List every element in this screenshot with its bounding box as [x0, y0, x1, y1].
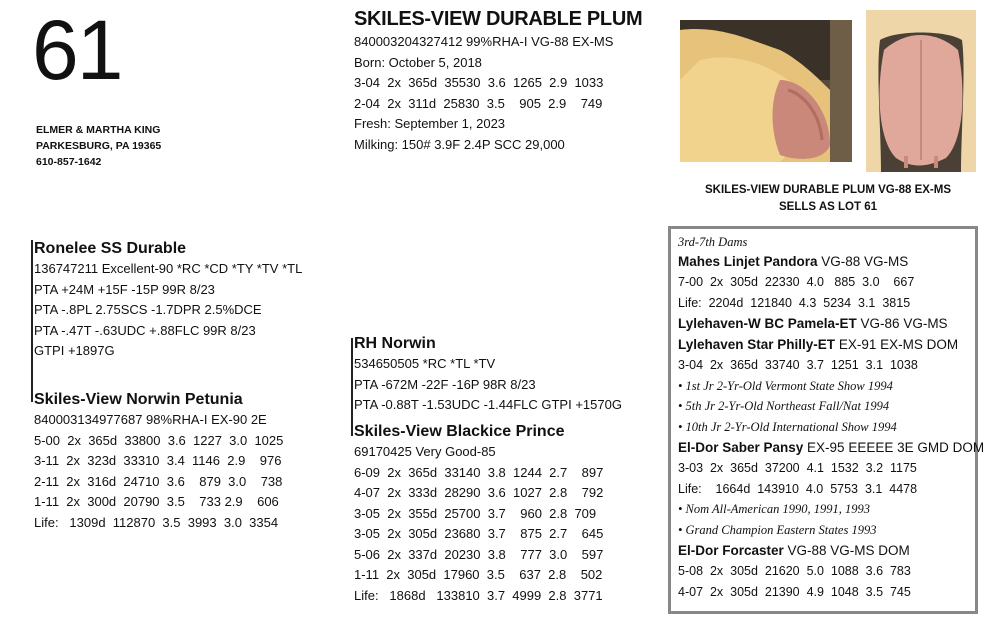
dam4-name: Lylehaven-W BC Pamela-ET VG-86 VG-MS — [678, 316, 948, 331]
dam-name: Skiles-View Norwin Petunia — [34, 391, 243, 408]
gdam-record: 3-05 2x 355d 25700 3.7 960 2.8 709 — [354, 505, 597, 521]
pedigree-bracket — [31, 240, 33, 402]
gdam-registration: 69170425 Very Good-85 — [354, 444, 496, 459]
dam7-record: 4-07 2x 305d 21390 4.9 1048 3.5 745 — [678, 584, 911, 599]
sire-pta: PTA -.8PL 2.75SCS -1.7DPR 2.5%DCE — [34, 302, 262, 317]
dam-record: 1-11 2x 300d 20790 3.5 733 2.9 606 — [34, 494, 279, 509]
main-animal-record: 3-04 2x 365d 35530 3.6 1265 2.9 1033 — [354, 75, 604, 90]
photo-caption — [680, 182, 976, 216]
dam3-record: 7-00 2x 305d 22330 4.0 885 3.0 667 — [678, 275, 915, 289]
dam7-record: 5-08 2x 305d 21620 5.0 1088 3.6 783 — [678, 564, 911, 578]
gdam-record: 3-05 2x 305d 23680 3.7 875 2.7 645 — [354, 526, 604, 541]
lot-number: 61 — [32, 3, 122, 97]
sire-gtpi: GTPI +1897G — [34, 343, 115, 358]
dams-box — [668, 226, 985, 614]
sire-pta: PTA +24M +15F -15P 99R 8/23 — [34, 281, 215, 297]
dam5-name: Lylehaven Star Philly-ET EX-91 EX-MS DOM — [678, 337, 959, 352]
dam7-name: El-Dor Forcaster VG-88 VG-MS DOM — [678, 543, 910, 558]
dam5-award: • 5th Jr 2-Yr-Old Northeast Fall/Nat 1994 — [678, 399, 890, 413]
dam-block — [34, 389, 283, 533]
sire-registration: 136747211 Excellent-90 *RC *CD *TY *TV *TL — [34, 261, 303, 276]
dam5-record: 3-04 2x 365d 33740 3.7 1251 3.1 1038 — [678, 358, 918, 372]
photo-caption-title: SKILES-VIEW DURABLE PLUM VG-88 EX-MS — [705, 184, 951, 196]
gdam-name: Skiles-View Blackice Prince — [354, 423, 565, 440]
dam5-award: • 1st Jr 2-Yr-Old Vermont State Show 1994 — [678, 378, 893, 393]
dam3-name: Mahes Linjet Pandora VG-88 VG-MS — [678, 254, 909, 269]
dam6-award: • Grand Champion Eastern States 1993 — [678, 522, 877, 537]
pedigree-bracket — [351, 338, 353, 436]
main-animal — [354, 8, 642, 155]
sire-pta: PTA -.47T -.63UDC +.88FLC 99R 8/23 — [34, 322, 256, 338]
gdam-lifetime: Life: 1868d 133810 3.7 4999 2.8 3771 — [354, 587, 603, 603]
dam-registration: 840003134977687 98%RHA-I EX-90 2E — [34, 412, 267, 427]
dams-heading: 3rd-7th Dams — [678, 235, 748, 249]
gdam-record: 1-11 2x 305d 17960 3.5 637 2.8 502 — [354, 567, 603, 582]
photo-caption-lot: SELLS AS LOT 61 — [779, 201, 877, 213]
mgs-block — [354, 333, 622, 416]
dam-record: 2-11 2x 316d 24710 3.6 879 3.0 738 — [34, 473, 283, 489]
gdam-record: 5-06 2x 337d 20230 3.8 777 3.0 597 — [354, 546, 604, 562]
sire-name: Ronelee SS Durable — [34, 240, 187, 257]
consignor-name: ELMER & MARTHA KING — [36, 124, 161, 136]
dam-lifetime: Life: 1309d 112870 3.5 3993 3.0 3354 — [34, 514, 279, 530]
gdam-record: 6-09 2x 365d 33140 3.8 1244 2.7 897 — [354, 464, 604, 480]
mgs-pta: PTA -672M -22F -16P 98R 8/23 — [354, 376, 536, 392]
dam-record: 5-00 2x 365d 33800 3.6 1227 3.0 1025 — [34, 432, 284, 448]
dam-record: 3-11 2x 323d 33310 3.4 1146 2.9 976 — [34, 453, 282, 468]
mgs-name: RH Norwin — [354, 335, 436, 352]
main-animal-registration: 840003204327412 99%RHA-I VG-88 EX-MS — [354, 34, 614, 49]
main-animal-born: Born: October 5, 2018 — [354, 54, 482, 70]
dam6-lifetime: Life: 1664d 143910 4.0 5753 3.1 4478 — [678, 481, 918, 496]
consignor-block — [36, 122, 161, 170]
consignor-address: PARKESBURG, PA 19365 — [36, 140, 162, 152]
gdam-block — [354, 421, 603, 606]
main-animal-record: 2-04 2x 311d 25830 3.5 905 2.9 749 — [354, 95, 603, 111]
udder-side-photo — [680, 20, 852, 162]
udder-rear-photo — [866, 10, 976, 172]
sire-block — [34, 238, 302, 362]
dam5-award: • 10th Jr 2-Yr-Old International Show 1994 — [678, 419, 897, 434]
dam6-name: El-Dor Saber Pansy EX-95 EEEEE 3E GMD DOM — [678, 440, 985, 455]
consignor-phone: 610-857-1642 — [36, 156, 102, 168]
dam3-lifetime: Life: 2204d 121840 4.3 5234 3.1 3815 — [678, 295, 911, 310]
dam6-record: 3-03 2x 365d 37200 4.1 1532 3.2 1175 — [678, 461, 917, 475]
main-animal-milking: Milking: 150# 3.9F 2.4P SCC 29,000 — [354, 136, 565, 152]
main-animal-name: SKILES-VIEW DURABLE PLUM — [354, 8, 643, 30]
main-animal-fresh: Fresh: September 1, 2023 — [354, 116, 506, 131]
dam6-award: • Nom All-American 1990, 1991, 1993 — [678, 502, 870, 516]
mgs-pta: PTA -0.88T -1.53UDC -1.44FLC GTPI +1570G — [354, 397, 622, 412]
gdam-record: 4-07 2x 333d 28290 3.6 1027 2.8 792 — [354, 485, 604, 500]
mgs-registration: 534650505 *RC *TL *TV — [354, 356, 496, 371]
